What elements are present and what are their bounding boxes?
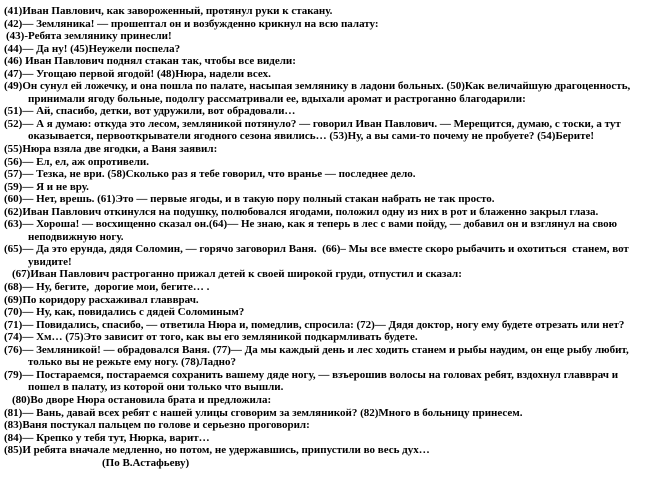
text-line: (57)— Тезка, не ври. (58)Сколько раз я тебе говорил, что вранье — последнее дело. <box>4 168 416 181</box>
text-line: только вы не режьте ему ногу. (78)Ладно? <box>28 356 236 369</box>
text-line: пошел в палату, из которой они только что вышли. <box>28 381 284 394</box>
text-line: (76)— Земляникой! — обрадовался Ваня. (77)— Да мы каждый день и лес ходить станем и рыбы наудим, он еще рыбу любит, <box>4 343 629 356</box>
text-line: (44)— Да ну! (45)Неужели поспела? <box>4 42 181 55</box>
text-line: (74)— Хм… (75)Это зависит от того, как вы его земляникой подкармливать будете. <box>4 331 418 344</box>
text-line: неподвижную ногу. <box>28 230 124 243</box>
text-line: (62)Иван Павлович откинулся на подушку, полюбовался ягодами, положил одну из них в рот и блаженно закрыл глаза. <box>4 205 599 218</box>
text-line: (85)И ребята вначале медленно, но потом, не удержавшись, припустили во весь дух… <box>4 444 430 457</box>
text-line: (По В.Астафьеву) <box>102 456 190 469</box>
text-line: (79)— Постараемся, постараемся сохранить вашему дяде ногу, — взъерошив волосы на головах ребят, вздохнул главврач и <box>4 368 619 381</box>
text-line: (63)— Хороша! — восхищенно сказал он.(64)— Не знаю, как я теперь в лес с вами пойду, — добавил он и взглянул на свою <box>4 218 618 231</box>
text-line: (47)— Угощаю первой ягодой! (48)Нюра, надели всех. <box>4 67 271 80</box>
text-line: (42)— Земляника! — прошептал он и возбужденно крикнул на всю палату: <box>4 17 379 30</box>
text-line: (60)— Нет, врешь. (61)Это — первые ягоды, и в такую пору полный стакан набрать не так просто. <box>4 193 495 206</box>
text-line: (68)— Ну, бегите, дорогие мои, бегите… . <box>4 281 210 294</box>
text-line: (69)По коридору расхаживал главврач. <box>4 293 199 306</box>
text-line: (67)Иван Павлович растроганно прижал детей к своей широкой груди, отпустил и сказал: <box>12 268 462 281</box>
text-line: (71)— Повидались, спасибо, — ответила Нюра и, помедлив, спросила: (72)— Дядя доктор, ногу ему будете отрезать или нет? <box>4 318 625 331</box>
text-line: (41)Иван Павлович, как завороженный, протянул руки к стакану. <box>4 5 333 17</box>
text-line: (83)Ваня постукал пальцем по голове и серьезно проговорил: <box>4 419 310 432</box>
text-line: принимали ягоду больные, подолгу рассматривали ее, вдыхали аромат и растроганно благодарили: <box>28 92 526 105</box>
text-line: (52)— А я думаю: откуда это лесом, земляникой потянуло? — говорил Иван Павлович. — Мерещится, думаю, с тоски, а тут <box>4 117 621 130</box>
text-line: (65)— Да это ерунда, дядя Соломин, — горячо заговорил Ваня. (66)– Мы все вместе скоро рыбачить и охотиться станем, вот <box>4 243 629 256</box>
text-line: (56)— Ел, ел, аж опротивели. <box>4 155 149 168</box>
text-line: (51)— Ай, спасибо, детки, вот удружили, вот обрадовали… <box>4 105 296 118</box>
text-line: (55)Нюра взяла две ягодки, а Ваня заявил: <box>4 143 218 156</box>
text-line: (49)Он сунул ей ложечку, и она пошла по палате, насыпая землянику в ладони больных. (50)Как величайшую драгоценность, <box>4 80 631 93</box>
text-line: увидите! <box>28 255 72 268</box>
text-line: (70)— Ну, как, повидались с дядей Соломиным? <box>4 306 245 319</box>
text-line: (84)— Крепко у тебя тут, Нюрка, варит… <box>4 431 210 444</box>
text-line: (80)Во дворе Нюра остановила брата и предложила: <box>12 393 272 406</box>
text-line: (59)— Я и не вру. <box>4 180 89 193</box>
text-line: (46) Иван Павлович поднял стакан так, чтобы все видели: <box>4 55 296 68</box>
text-line: (43)-Ребята землянику принесли! <box>6 30 172 43</box>
text-line: оказывается, первооткрыватели ягодного сезона явились… (53)Ну, а вы сами-то почему не пробуете? (54)Берите! <box>28 130 595 143</box>
text-line: (81)— Вань, давай всех ребят с нашей улицы сговорим за земляникой? (82)Много в больницу принесем. <box>4 406 523 419</box>
